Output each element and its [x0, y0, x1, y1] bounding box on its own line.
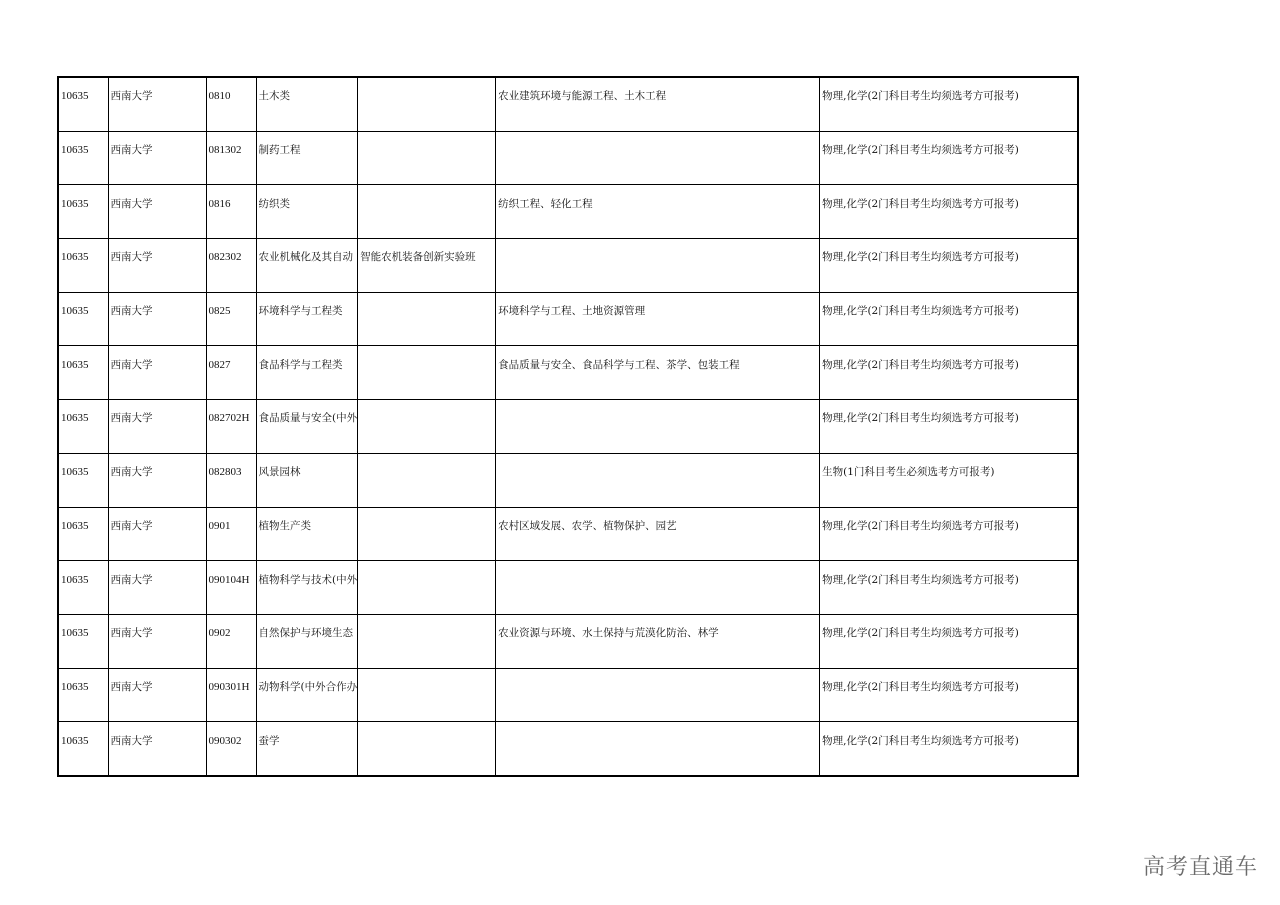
class-note-cell [358, 400, 496, 454]
school-code-cell: 10635 [58, 561, 108, 615]
major-name-cell: 风景园林 [256, 453, 358, 507]
school-code-cell: 10635 [58, 507, 108, 561]
table-body [58, 77, 1078, 776]
class-note-cell [358, 185, 496, 239]
watermark-logo-text: 高考直通车 [1143, 855, 1259, 880]
class-note-cell [358, 668, 496, 722]
table-row [58, 185, 1078, 239]
included-majors-cell [496, 131, 820, 185]
school-name-cell: 西南大学 [108, 668, 206, 722]
class-note-cell [358, 453, 496, 507]
school-name-cell: 西南大学 [108, 239, 206, 293]
subject-requirement-cell: 物理,化学(2门科目考生均须选考方可报考) [820, 346, 1078, 400]
table-row [58, 346, 1078, 400]
major-name-cell: 土木类 [256, 77, 358, 131]
included-majors-cell [496, 668, 820, 722]
major-code-cell: 082803 [206, 453, 256, 507]
school-name-cell: 西南大学 [108, 346, 206, 400]
table-row [58, 292, 1078, 346]
class-note-cell [358, 561, 496, 615]
major-code-cell: 0810 [206, 77, 256, 131]
subject-requirement-cell: 物理,化学(2门科目考生均须选考方可报考) [820, 185, 1078, 239]
subject-requirement-cell: 物理,化学(2门科目考生均须选考方可报考) [820, 400, 1078, 454]
major-name-cell: 纺织类 [256, 185, 358, 239]
major-name-cell: 制药工程 [256, 131, 358, 185]
major-name-cell: 食品科学与工程类 [256, 346, 358, 400]
school-code-cell: 10635 [58, 722, 108, 776]
major-code-cell: 090301H [206, 668, 256, 722]
class-note-cell: 智能农机装备创新实验班 [358, 239, 496, 293]
major-code-cell: 0827 [206, 346, 256, 400]
major-name-cell: 食品质量与安全(中外 [256, 400, 358, 454]
included-majors-cell: 农业资源与环境、水土保持与荒漠化防治、林学 [496, 614, 820, 668]
class-note-cell [358, 131, 496, 185]
subject-requirement-cell: 物理,化学(2门科目考生均须选考方可报考) [820, 239, 1078, 293]
major-code-cell: 090302 [206, 722, 256, 776]
subject-requirement-cell: 物理,化学(2门科目考生均须选考方可报考) [820, 292, 1078, 346]
class-note-cell [358, 77, 496, 131]
table-row [58, 668, 1078, 722]
class-note-cell [358, 292, 496, 346]
table-row [58, 507, 1078, 561]
table-row [58, 239, 1078, 293]
subject-requirement-cell: 物理,化学(2门科目考生均须选考方可报考) [820, 507, 1078, 561]
table-row [58, 131, 1078, 185]
school-code-cell: 10635 [58, 131, 108, 185]
major-name-cell: 农业机械化及其自动 [256, 239, 358, 293]
subject-requirement-cell: 生物(1门科目考生必须选考方可报考) [820, 453, 1078, 507]
class-note-cell [358, 346, 496, 400]
admission-table [57, 76, 1079, 777]
major-code-cell: 0901 [206, 507, 256, 561]
included-majors-cell: 食品质量与安全、食品科学与工程、茶学、包装工程 [496, 346, 820, 400]
included-majors-cell: 环境科学与工程、土地资源管理 [496, 292, 820, 346]
major-name-cell: 植物科学与技术(中外 [256, 561, 358, 615]
included-majors-cell [496, 239, 820, 293]
school-code-cell: 10635 [58, 668, 108, 722]
included-majors-cell [496, 561, 820, 615]
class-note-cell [358, 722, 496, 776]
school-code-cell: 10635 [58, 77, 108, 131]
school-name-cell: 西南大学 [108, 722, 206, 776]
major-name-cell: 动物科学(中外合作办 [256, 668, 358, 722]
major-code-cell: 0902 [206, 614, 256, 668]
school-name-cell: 西南大学 [108, 292, 206, 346]
major-code-cell: 0816 [206, 185, 256, 239]
subject-requirement-cell: 物理,化学(2门科目考生均须选考方可报考) [820, 77, 1078, 131]
included-majors-cell: 农业建筑环境与能源工程、土木工程 [496, 77, 820, 131]
school-name-cell: 西南大学 [108, 614, 206, 668]
school-code-cell: 10635 [58, 400, 108, 454]
table-row [58, 400, 1078, 454]
subject-requirement-cell: 物理,化学(2门科目考生均须选考方可报考) [820, 561, 1078, 615]
school-name-cell: 西南大学 [108, 507, 206, 561]
table-row [58, 77, 1078, 131]
major-code-cell: 082702H [206, 400, 256, 454]
subject-requirement-cell: 物理,化学(2门科目考生均须选考方可报考) [820, 131, 1078, 185]
school-code-cell: 10635 [58, 239, 108, 293]
subject-requirement-cell: 物理,化学(2门科目考生均须选考方可报考) [820, 668, 1078, 722]
major-name-cell: 蚕学 [256, 722, 358, 776]
school-code-cell: 10635 [58, 185, 108, 239]
included-majors-cell: 纺织工程、轻化工程 [496, 185, 820, 239]
school-name-cell: 西南大学 [108, 77, 206, 131]
school-code-cell: 10635 [58, 292, 108, 346]
major-code-cell: 081302 [206, 131, 256, 185]
included-majors-cell: 农村区域发展、农学、植物保护、园艺 [496, 507, 820, 561]
class-note-cell [358, 614, 496, 668]
table-row [58, 722, 1078, 776]
major-code-cell: 090104H [206, 561, 256, 615]
subject-requirement-cell: 物理,化学(2门科目考生均须选考方可报考) [820, 614, 1078, 668]
school-name-cell: 西南大学 [108, 185, 206, 239]
table-row [58, 614, 1078, 668]
major-code-cell: 0825 [206, 292, 256, 346]
school-name-cell: 西南大学 [108, 131, 206, 185]
school-name-cell: 西南大学 [108, 400, 206, 454]
school-name-cell: 西南大学 [108, 561, 206, 615]
major-name-cell: 环境科学与工程类 [256, 292, 358, 346]
school-name-cell: 西南大学 [108, 453, 206, 507]
table-row [58, 453, 1078, 507]
subject-requirement-cell: 物理,化学(2门科目考生均须选考方可报考) [820, 722, 1078, 776]
included-majors-cell [496, 722, 820, 776]
school-code-cell: 10635 [58, 614, 108, 668]
class-note-cell [358, 507, 496, 561]
major-name-cell: 植物生产类 [256, 507, 358, 561]
table-row [58, 561, 1078, 615]
major-name-cell: 自然保护与环境生态 [256, 614, 358, 668]
included-majors-cell [496, 453, 820, 507]
school-code-cell: 10635 [58, 453, 108, 507]
school-code-cell: 10635 [58, 346, 108, 400]
included-majors-cell [496, 400, 820, 454]
major-code-cell: 082302 [206, 239, 256, 293]
